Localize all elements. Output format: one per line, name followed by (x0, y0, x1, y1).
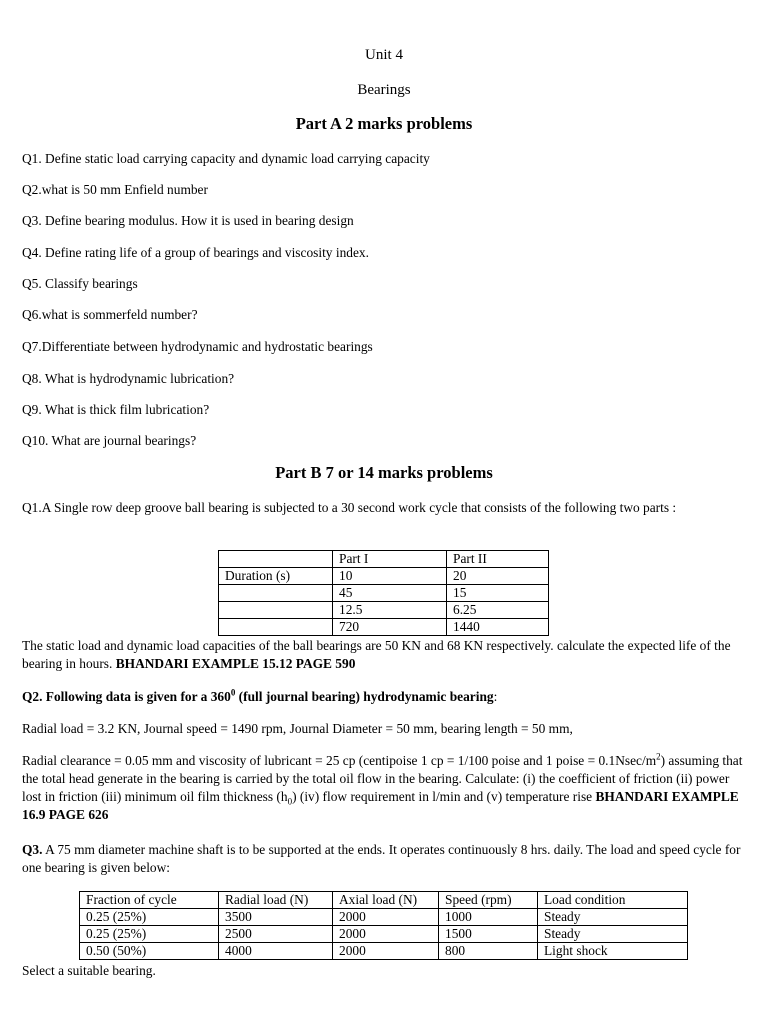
q2-degree-sup: 0 (230, 687, 236, 698)
q3-text: A 75 mm diameter machine shaft is to be supported at the ends. It operates continuously 8 hrs. daily. The load and speed cycle for one bearing is given below: (22, 842, 741, 875)
table-cell: 720 (333, 619, 447, 636)
table-cell (219, 551, 333, 568)
q2-line-2 (22, 752, 748, 824)
table-cell: Duration (s) (219, 568, 333, 585)
table-row (80, 926, 688, 943)
q2-title-text: Q2. Following data is given for a 360 (22, 689, 231, 704)
table-cell: 6.25 (447, 602, 549, 619)
q2-title (22, 688, 748, 706)
q2-text-b: ) assuming that the total head generate in the bearing is carried by the total oil flow in the bearing. Calculate: (i) the coefficient of friction (ii) power lost in friction (iii) minimum oil film thickness (h (22, 753, 743, 804)
q2-text-c: ) (iv) flow requirement in l/min and (v) temperature rise (292, 789, 596, 804)
q2-reference: BHANDARI EXAMPLE 16.9 PAGE 626 (22, 789, 739, 822)
table-cell: 1000 (439, 909, 538, 926)
q1-reference: BHANDARI EXAMPLE 15.12 PAGE 590 (115, 656, 356, 671)
q2-title-text-2: (full journal bearing) hydrodynamic bearing (235, 689, 494, 704)
table-row (80, 909, 688, 926)
table-cell: 0.50 (50%) (80, 943, 219, 960)
table-cell: 2000 (333, 909, 439, 926)
part-a-question: Q8. What is hydrodynamic lubrication? (22, 371, 235, 386)
part-a-question: Q6.what is sommerfeld number? (22, 307, 198, 322)
part-a-question: Q9. What is thick film lubrication? (22, 402, 210, 417)
q3-after: Select a suitable bearing. (22, 963, 156, 978)
table-cell (219, 619, 333, 636)
part-a-question: Q7.Differentiate between hydrodynamic and hydrostatic bearings (22, 339, 373, 354)
q1-body (22, 637, 748, 673)
q2-text-a: Radial clearance = 0.05 mm and viscosity of lubricant = 25 cp (centipoise 1 cp = 1/100 poise and 1 poise = 0.1Nsec/m (22, 753, 657, 768)
q1-text: The static load and dynamic load capacities of the ball bearings are 50 KN and 68 KN respectively. calculate the expected life of the bearing in hours. (22, 638, 731, 671)
table-cell: 1440 (447, 619, 549, 636)
table-cell: Radial load (N) (219, 892, 333, 909)
table-cell: 2000 (333, 943, 439, 960)
part-b-heading: Part B 7 or 14 marks problems (275, 463, 493, 482)
table-cell: 3500 (219, 909, 333, 926)
table-cell (219, 585, 333, 602)
table-row (80, 892, 688, 909)
unit-heading: Unit 4 (365, 47, 403, 63)
table-cell: Steady (538, 909, 688, 926)
q3-label: Q3. (22, 842, 43, 857)
table-cell: 2500 (219, 926, 333, 943)
part-a-question: Q3. Define bearing modulus. How it is used in bearing design (22, 213, 354, 228)
table-cell: 800 (439, 943, 538, 960)
table-row (219, 585, 549, 602)
q3-body (22, 841, 748, 877)
table-cell: 2000 (333, 926, 439, 943)
table-row (80, 943, 688, 960)
part-a-question: Q5. Classify bearings (22, 276, 138, 291)
table-cell: Axial load (N) (333, 892, 439, 909)
part-a-question: Q1. Define static load carrying capacity and dynamic load carrying capacity (22, 151, 430, 166)
table-cell: Fraction of cycle (80, 892, 219, 909)
table-cell: Steady (538, 926, 688, 943)
q2-sup: 2 (656, 751, 661, 762)
part-a-question: Q2.what is 50 mm Enfield number (22, 182, 208, 197)
table-cell (219, 602, 333, 619)
table-cell: 4000 (219, 943, 333, 960)
table-cell: 0.25 (25%) (80, 909, 219, 926)
table-cell: 1500 (439, 926, 538, 943)
table-cell: 15 (447, 585, 549, 602)
q2-line-1: Radial load = 3.2 KN, Journal speed = 1490 rpm, Journal Diameter = 50 mm, bearing length = 50 mm, (22, 721, 573, 736)
table-row (219, 619, 549, 636)
load-cycle-table (79, 891, 688, 960)
table-row (219, 551, 549, 568)
part-a-question: Q10. What are journal bearings? (22, 433, 197, 448)
table-cell: 0.25 (25%) (80, 926, 219, 943)
part-a-heading: Part A 2 marks problems (295, 114, 473, 133)
table-cell: 10 (333, 568, 447, 585)
q1-intro: Q1.A Single row deep groove ball bearing is subjected to a 30 second work cycle that consists of the following two parts : (22, 500, 677, 515)
table-row (219, 568, 549, 585)
table-cell: Part II (447, 551, 549, 568)
table-row (219, 602, 549, 619)
table-cell: 12.5 (333, 602, 447, 619)
table-cell: Speed (rpm) (439, 892, 538, 909)
table-cell: Load condition (538, 892, 688, 909)
table-cell: Light shock (538, 943, 688, 960)
q2-sub: 0 (287, 796, 293, 807)
work-cycle-table (218, 550, 549, 636)
part-a-question: Q4. Define rating life of a group of bearings and viscosity index. (22, 245, 369, 260)
table-cell: 45 (333, 585, 447, 602)
table-cell: Part I (333, 551, 447, 568)
q2-title-colon: : (493, 689, 498, 704)
table-cell: 20 (447, 568, 549, 585)
topic-heading: Bearings (357, 82, 411, 98)
